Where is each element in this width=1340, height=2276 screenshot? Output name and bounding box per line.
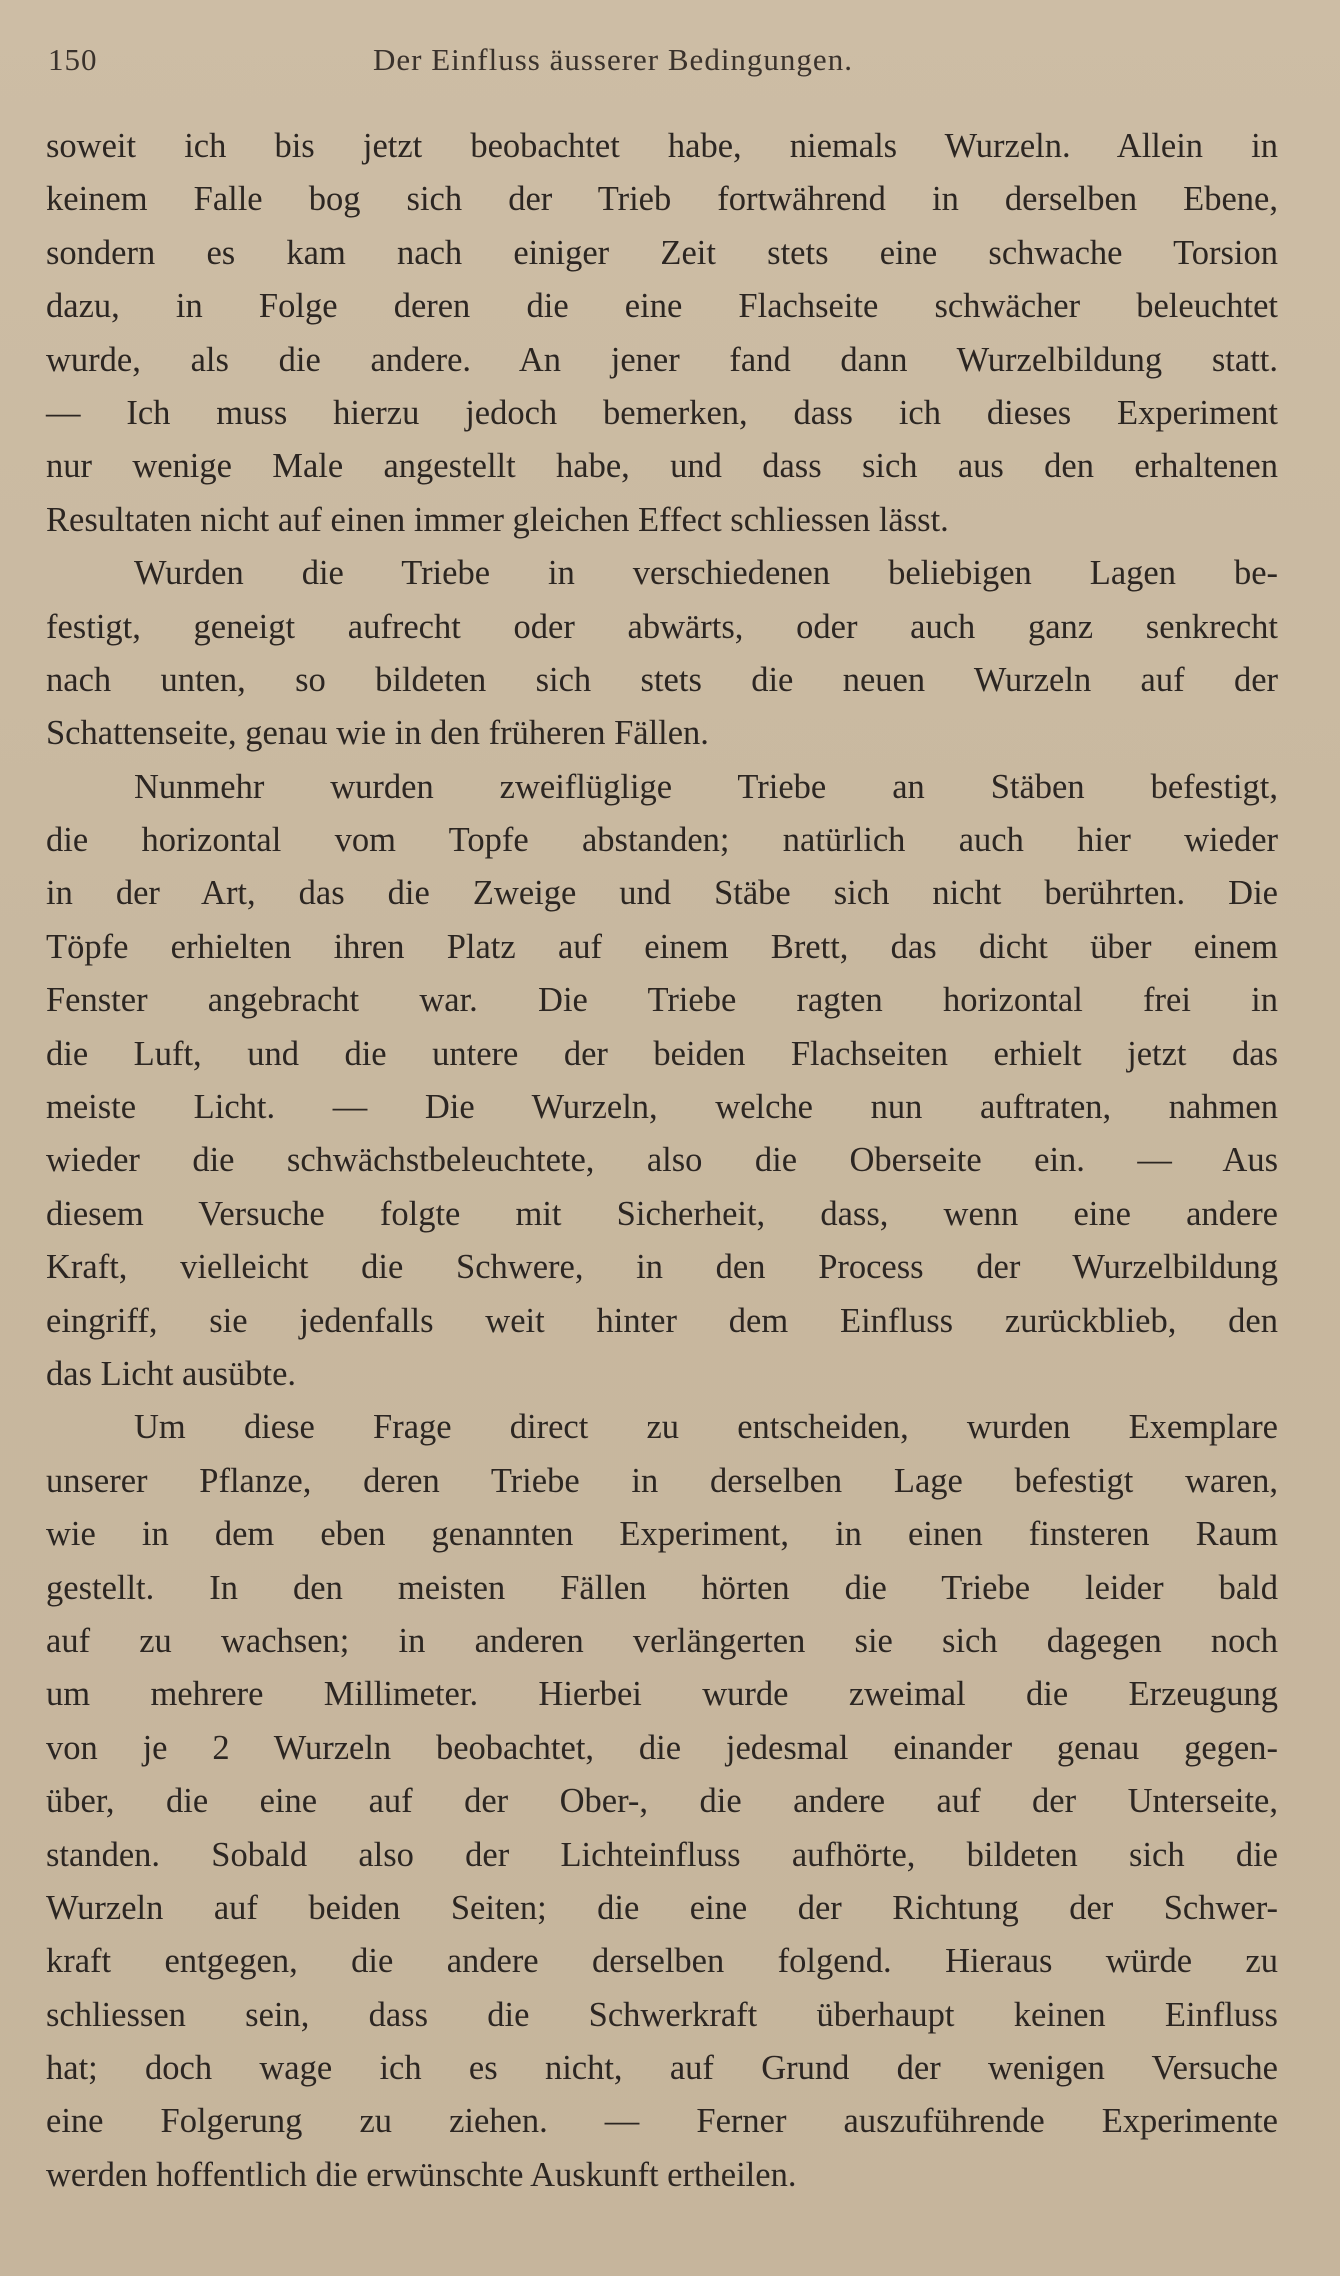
- text-line: werden hoffentlich die erwünschte Auskunft ertheilen.: [46, 2155, 797, 2194]
- text-line: unserer Pflanze, deren Triebe in derselben Lage befestigt waren,: [46, 1461, 1278, 1500]
- text-line: Um diese Frage direct zu entscheiden, wurden Exemplare: [134, 1408, 1278, 1447]
- text-line: wurde, als die andere. An jener fand dann Wurzelbildung statt.: [46, 340, 1278, 379]
- text-line: in der Art, das die Zweige und Stäbe sich nicht berührten. Die: [46, 874, 1278, 913]
- text-line: Nunmehr wurden zweiflüglige Triebe an Stäben befestigt,: [134, 767, 1278, 806]
- text-line: — Ich muss hierzu jedoch bemerken, dass ich dieses Experiment: [46, 393, 1278, 432]
- text-line: Kraft, vielleicht die Schwere, in den Process der Wurzelbildung: [46, 1248, 1278, 1287]
- text-line: gestellt. In den meisten Fällen hörten die Triebe leider bald: [46, 1568, 1278, 1607]
- text-line: das Licht ausübte.: [46, 1354, 297, 1393]
- text-line: meiste Licht. — Die Wurzeln, welche nun auftraten, nahmen: [46, 1088, 1278, 1127]
- text-line: nur wenige Male angestellt habe, und dass sich aus den erhaltenen: [46, 447, 1278, 486]
- text-line: über, die eine auf der Ober-, die andere auf der Unterseite,: [46, 1782, 1278, 1821]
- text-line: wieder die schwächstbeleuchtete, also die Oberseite ein. — Aus: [46, 1141, 1278, 1180]
- text-line: die horizontal vom Topfe abstanden; natürlich auch hier wieder: [46, 821, 1278, 860]
- text-line: die Luft, und die untere der beiden Flachseiten erhielt jetzt das: [46, 1034, 1278, 1073]
- text-line: sondern es kam nach einiger Zeit stets eine schwache Torsion: [46, 233, 1278, 272]
- text-line: Töpfe erhielten ihren Platz auf einem Brett, das dicht über einem: [46, 927, 1278, 966]
- text-line: auf zu wachsen; in anderen verlängerten sie sich dagegen noch: [46, 1621, 1278, 1660]
- text-line: wie in dem eben genannten Experiment, in einen finsteren Raum: [46, 1515, 1278, 1554]
- text-line: hat; doch wage ich es nicht, auf Grund der wenigen Versuche: [46, 2049, 1278, 2088]
- running-title: Der Einfluss äusserer Bedingungen.: [373, 42, 853, 77]
- text-line: eine Folgerung zu ziehen. — Ferner auszuführende Experimente: [46, 2102, 1278, 2141]
- text-line: festigt, geneigt aufrecht oder abwärts, oder auch ganz senkrecht: [46, 607, 1278, 646]
- text-line: standen. Sobald also der Lichteinfluss aufhörte, bildeten sich die: [46, 1835, 1278, 1874]
- paragraph: [46, 761, 1278, 1402]
- paragraph: [46, 120, 1278, 547]
- text-line: keinem Falle bog sich der Trieb fortwährend in derselben Ebene,: [46, 180, 1278, 219]
- body-text: [46, 120, 1278, 2202]
- text-line: nach unten, so bildeten sich stets die neuen Wurzeln auf der: [46, 660, 1278, 699]
- page-number: 150: [48, 42, 98, 77]
- text-line: von je 2 Wurzeln beobachtet, die jedesmal einander genau gegen-: [46, 1728, 1278, 1767]
- text-line: soweit ich bis jetzt beobachtet habe, niemals Wurzeln. Allein in: [46, 127, 1278, 165]
- text-line: Wurzeln auf beiden Seiten; die eine der Richtung der Schwer-: [46, 1888, 1278, 1927]
- text-line: Schattenseite, genau wie in den früheren Fällen.: [46, 714, 709, 753]
- text-line: Wurden die Triebe in verschiedenen beliebigen Lagen be-: [134, 554, 1278, 593]
- paragraph: [46, 547, 1278, 761]
- page-header: [48, 38, 1278, 88]
- text-line: diesem Versuche folgte mit Sicherheit, dass, wenn eine andere: [46, 1194, 1278, 1233]
- text-line: dazu, in Folge deren die eine Flachseite schwächer beleuchtet: [46, 287, 1278, 326]
- text-line: Fenster angebracht war. Die Triebe ragten horizontal frei in: [46, 981, 1278, 1020]
- text-line: Resultaten nicht auf einen immer gleichen Effect schliessen lässt.: [46, 500, 949, 539]
- paragraph: [46, 1401, 1278, 2202]
- text-line: eingriff, sie jedenfalls weit hinter dem Einfluss zurückblieb, den: [46, 1301, 1278, 1340]
- text-line: schliessen sein, dass die Schwerkraft überhaupt keinen Einfluss: [46, 1995, 1278, 2034]
- text-line: kraft entgegen, die andere derselben folgend. Hieraus würde zu: [46, 1942, 1278, 1981]
- text-line: um mehrere Millimeter. Hierbei wurde zweimal die Erzeugung: [46, 1675, 1278, 1714]
